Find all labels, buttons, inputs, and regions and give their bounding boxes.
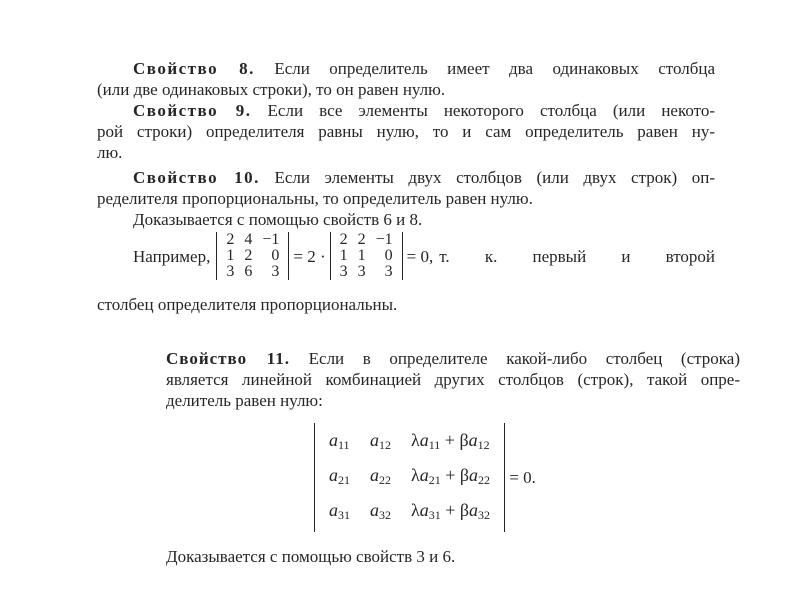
det1-cell: 1 [226,247,235,264]
det2-cell: 1 [357,247,366,264]
det1-cell: 0 [271,247,280,264]
property-11 [166,348,740,567]
det1-cell: 2 [244,247,253,264]
matrix-entry: $a_{11}$ [329,430,350,452]
properties-8-10 [97,58,715,315]
matrix-entry: $a_{22}$ [370,465,391,487]
matrix-entry: $a_{21}$ [329,465,350,487]
det2-cell: 3 [357,263,366,280]
det1-cell: 2 [226,231,235,248]
prop9-text1: Если все элементы некоторого столбца (или некото- [267,101,715,120]
prop11-line2: является линейной комбинацией других столбцов (строк), такой опре- [166,370,740,389]
prop9-line1 [97,100,715,121]
example-suffix: т. к. первый и второй [439,246,715,266]
det1-cell: −1 [262,231,280,248]
prop11-line1 [166,348,740,369]
prop10-proof: Доказывается с помощью свойств 6 и 8. [133,210,423,229]
prop9-label: Свойство 9. [133,101,252,120]
matrix-entry: $\lambda a_{11} + \beta a_{12}$ [411,430,490,452]
prop8-line1 [97,58,715,79]
det2-cell: −1 [375,231,393,248]
matrix-entry: $a_{32}$ [370,500,391,522]
prop11-text1: Если в определителе какой-либо столбец (строка) [308,349,740,368]
prop8-label: Свойство 8. [133,59,255,78]
example-continued: столбец определителя пропорциональны. [97,295,398,314]
general-determinant [314,423,505,532]
prop10-text1: Если элементы двух столбцов (или двух строк) оп- [274,168,715,187]
determinant-2 [330,232,403,280]
prop8-text1: Если определитель имеет два одинаковых столбца [274,59,716,78]
det1-cell: 4 [244,231,253,248]
det2-cell: 2 [357,231,366,248]
prop10-line2: ределителя пропорциональны, то определитель равен нулю. [97,189,533,208]
general-determinant-line [314,423,740,532]
prop9-line2: рой строки) определителя равны нулю, то и сам определитель равен ну- [97,122,715,141]
matrix-entry: $\lambda a_{31} + \beta a_{32}$ [411,500,491,522]
det1-cell: 3 [271,263,280,280]
det1-cell: 3 [226,263,235,280]
matrix-entry: $a_{12}$ [370,430,391,452]
det2-cell: 0 [384,247,393,264]
example-result: = 0, [406,246,434,266]
matrix-entry: $a_{31}$ [329,500,350,522]
det2-cell: 3 [339,263,348,280]
prop9-line3: лю. [97,143,123,162]
det2-cell: 3 [384,263,393,280]
prop8-line2: (или две одинаковых строки), то он равен нулю. [97,80,446,99]
prop10-line1 [97,167,715,188]
prop11-line3: делитель равен нулю: [166,391,323,410]
prop11-proof: Доказывается с помощью свойств 3 и 6. [166,547,456,566]
det2-cell: 1 [339,247,348,264]
determinant-1 [216,232,289,280]
example-prefix: Например, [133,246,211,266]
prop11-label: Свойство 11. [166,349,291,368]
det2-cell: 2 [339,231,348,248]
example-mid: = 2 · [293,246,326,266]
general-result: = 0. [509,468,536,487]
det1-cell: 6 [244,263,253,280]
prop10-label: Свойство 10. [133,168,260,187]
example-line [97,232,715,280]
matrix-entry: $\lambda a_{21} + \beta a_{22}$ [411,465,491,487]
